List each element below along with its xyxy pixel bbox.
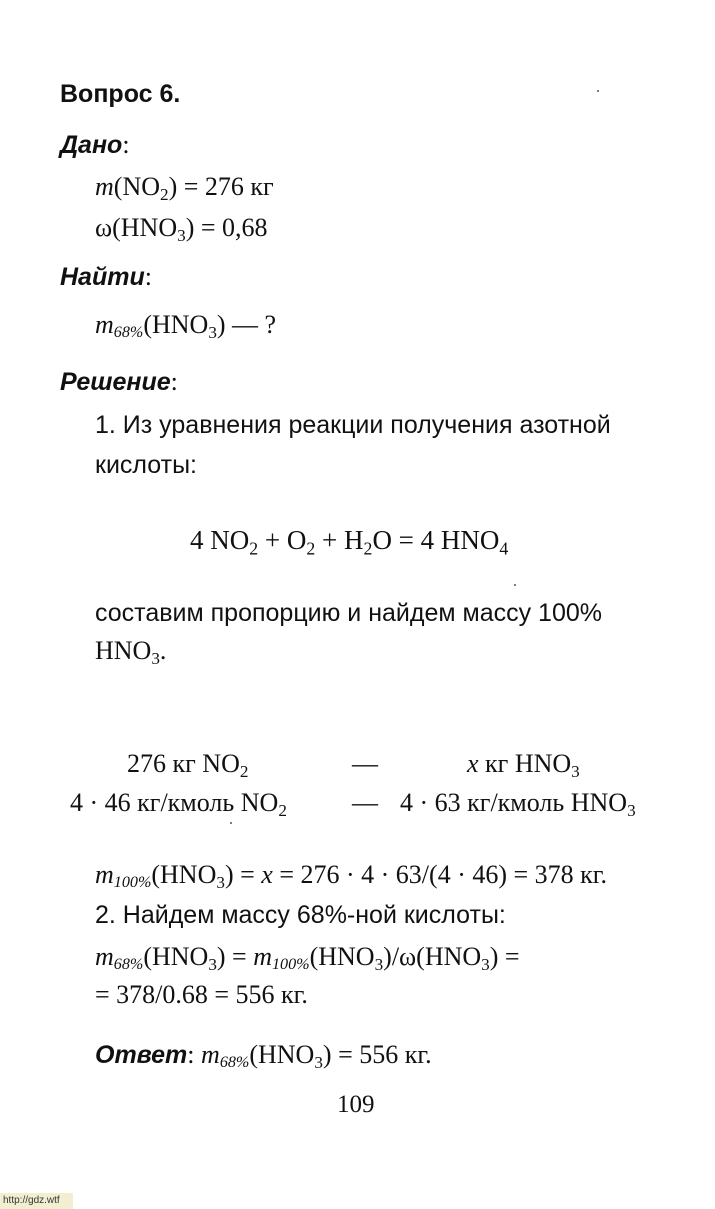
solution-heading: Решение: xyxy=(60,367,178,396)
proportion-intro-line2: $HNO_3$. xyxy=(95,636,167,669)
step2-line: 2. Найдем массу 68%-ной кислоты: xyxy=(95,901,506,929)
find-target: $m_{68\%}(HNO_3)$ — ? xyxy=(95,310,277,343)
question-title: Вопрос 6. xyxy=(60,80,181,108)
given-label: Дано xyxy=(60,131,123,159)
given-colon: : xyxy=(122,130,130,159)
proportion-row2-dash: — xyxy=(352,788,378,817)
answer-line: Ответ: $m_{68\%}(HNO_3) = 556$ кг. xyxy=(95,1040,432,1073)
answer-label: Ответ xyxy=(95,1041,188,1069)
scan-speck xyxy=(597,90,599,92)
scan-speck xyxy=(230,822,232,824)
calc-mass-100: $m_{100\%}(HNO_3) = x = 276 \cdot 4 \cdot 63/(4 \cdot 46) = 378$ кг. xyxy=(95,860,608,893)
step1-line2: кислоты: xyxy=(95,451,197,479)
step1-line1: 1. Из уравнения реакции получения азотной xyxy=(95,411,611,439)
given-mass-no2: $m(NO_2) = 276$ кг xyxy=(95,172,274,205)
given-omega-hno3: $\omega(HNO_3) = 0,68$ xyxy=(95,213,268,246)
proportion-intro-line1: составим пропорцию и найдем массу 100% xyxy=(95,599,602,627)
proportion-row1-left: 276 кг $NO_2$ xyxy=(127,749,249,782)
find-heading: Найти: xyxy=(60,262,152,291)
solution-label: Решение xyxy=(60,368,171,396)
given-heading xyxy=(60,130,130,160)
page-number: 109 xyxy=(337,1091,375,1118)
proportion-row1-right: x кг $HNO_3$ xyxy=(467,749,580,782)
proportion-row2-right: 4 · 63 кг/кмоль $HNO_3$ xyxy=(400,788,636,821)
find-label: Найти xyxy=(60,263,145,291)
scan-speck xyxy=(514,584,516,586)
calc-mass-68-result: = 378/0.68 = 556 кг. xyxy=(95,980,308,1009)
watermark-link[interactable]: http://gdz.wtf xyxy=(0,1193,73,1209)
calc-mass-68: $m_{68\%}(HNO_3) = m_{100\%}(HNO_3)/\omega(HNO_3)$ = xyxy=(95,942,520,975)
proportion-row2-left: 4 · 46 кг/кмоль $NO_2$ xyxy=(70,788,287,821)
proportion-row1-dash: — xyxy=(352,749,378,778)
reaction-equation: 4 $NO_2 + O_2 + H_2O = 4$ $HNO_4$ xyxy=(190,525,509,559)
